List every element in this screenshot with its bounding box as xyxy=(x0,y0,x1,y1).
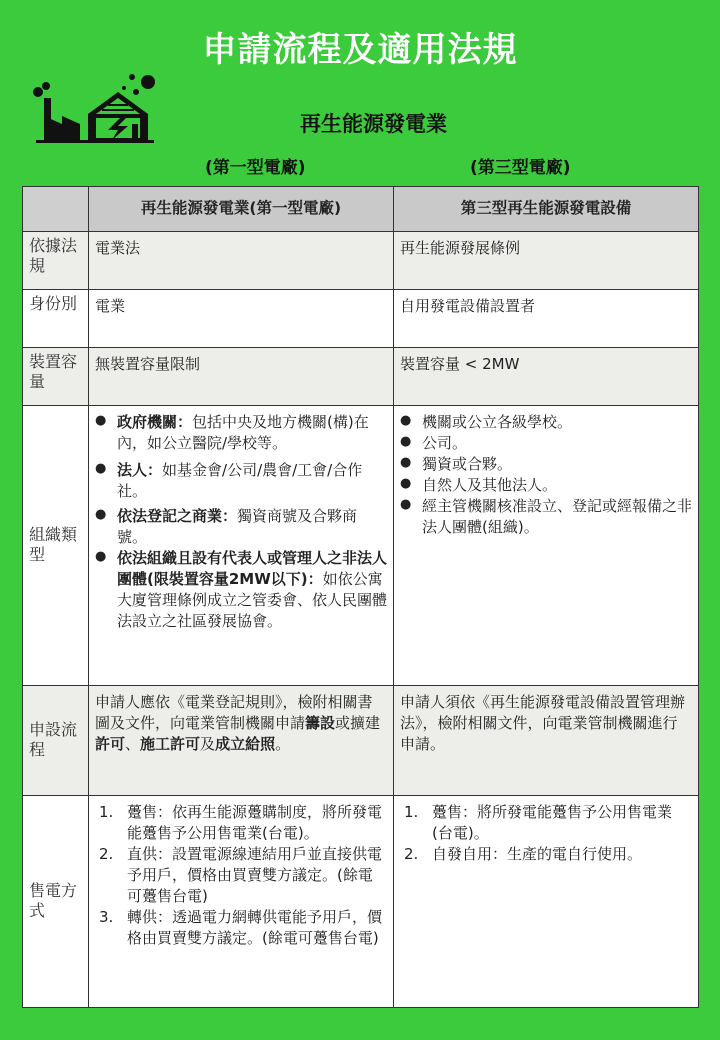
comparison-table xyxy=(22,186,699,1008)
list-item: ● 獨資或合夥。 xyxy=(422,454,692,475)
sale-type1 xyxy=(89,795,394,1007)
table-row xyxy=(23,347,699,405)
row-label-identity: 身份別 xyxy=(23,289,89,347)
column-tag-type3: (第三型電廠) xyxy=(470,158,571,178)
org-type3 xyxy=(394,405,699,685)
row-label-org: 組織類型 xyxy=(23,405,89,685)
capacity-type1: 無裝置容量限制 xyxy=(89,347,394,405)
table-row xyxy=(23,685,699,795)
row-label-sale: 售電方式 xyxy=(23,795,89,1007)
identity-type3: 自用發電設備設置者 xyxy=(394,289,699,347)
subtitle: 再生能源發電業 xyxy=(300,112,447,136)
list-item: 2. 自發自用：生產的電自行使用。 xyxy=(404,844,643,863)
basis-type3: 再生能源發展條例 xyxy=(394,231,699,289)
row-label-process: 申設流程 xyxy=(23,685,89,795)
org-type1 xyxy=(89,405,394,685)
comparison-table-panel xyxy=(22,186,698,1008)
list-item: ● 依法組織且設有代表人或管理人之非法人團體(限裝置容量2MW以下)：如依公寓大廈管理條例成立之管委會、依人民團體法設立之社區發展協會。 xyxy=(117,548,387,632)
table-header-blank xyxy=(23,187,89,232)
table-row xyxy=(23,231,699,289)
table-header-type1: 再生能源發電業(第一型電廠) xyxy=(89,187,394,232)
column-tag-type1: (第一型電廠) xyxy=(205,158,306,178)
row-label-capacity: 裝置容量 xyxy=(23,347,89,405)
list-item: 1. 躉售：將所發電能躉售予公用售電業(台電)。 xyxy=(404,802,673,842)
list-item: 2. 直供：設置電源線連結用戶並直接供電予用戶，價格由買賣雙方議定。(餘電可躉售台電) xyxy=(99,844,383,905)
process-type1: 申請人應依《電業登記規則》，檢附相關書圖及文件，向電業管制機關申請籌設或擴建許可、施工許可及成立給照。 xyxy=(89,685,394,795)
capacity-type3: 裝置容量 < 2MW xyxy=(394,347,699,405)
table-row xyxy=(23,289,699,347)
list-item: ● 法人：如基金會/公司/農會/工會/合作社。 xyxy=(117,460,387,502)
table-header-row xyxy=(23,187,699,232)
sale-type3 xyxy=(394,795,699,1007)
list-item: ● 依法登記之商業：獨資商號及合夥商號。 xyxy=(117,506,387,548)
table-row xyxy=(23,405,699,685)
list-item: ● 政府機關：包括中央及地方機關(構)在內，如公立醫院/學校等。 xyxy=(117,412,387,454)
table-row xyxy=(23,795,699,1007)
table-header-type3: 第三型再生能源發電設備 xyxy=(394,187,699,232)
row-label-basis: 依據法規 xyxy=(23,231,89,289)
list-item: ● 自然人及其他法人。 xyxy=(422,475,692,496)
list-item: ● 公司。 xyxy=(422,433,692,454)
factory-solar-icon xyxy=(28,72,158,144)
list-item: 1. 躉售：依再生能源躉購制度，將所發電能躉售予公用售電業(台電)。 xyxy=(99,802,383,842)
identity-type1: 電業 xyxy=(89,289,394,347)
list-item: ● 經主管機關核准設立、登記或經報備之非法人團體(組織)。 xyxy=(422,496,692,538)
basis-type1: 電業法 xyxy=(89,231,394,289)
list-item: ● 機關或公立各級學校。 xyxy=(422,412,692,433)
page-title: 申請流程及適用法規 xyxy=(202,30,518,70)
process-type3: 申請人須依《再生能源發電設備設置管理辦法》，檢附相關文件，向電業管制機關進行申請。 xyxy=(394,685,699,795)
list-item: 3. 轉供：透過電力網轉供電能予用戶，價格由買賣雙方議定。(餘電可躉售台電) xyxy=(99,907,383,947)
